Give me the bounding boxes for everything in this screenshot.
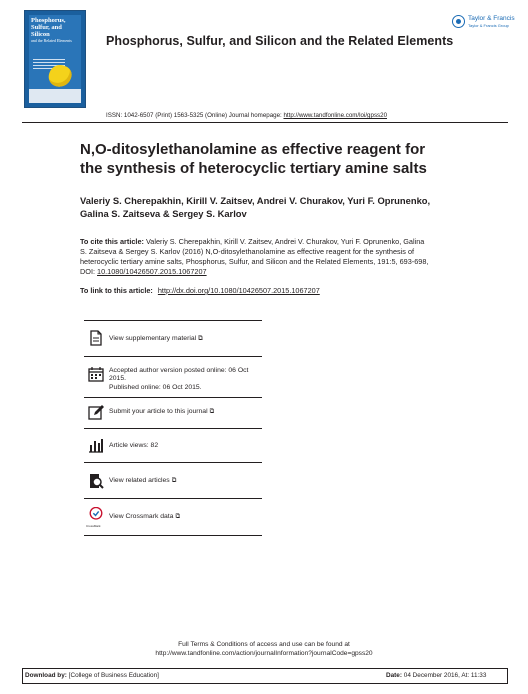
publisher-logo-name: Taylor & Francis xyxy=(468,15,515,22)
publication-dates-text xyxy=(109,367,261,392)
terms-url[interactable]: http://www.tandfonline.com/action/journalInformation?journalCode=gpss20 xyxy=(155,650,373,657)
downloaded-by xyxy=(25,672,159,679)
download-info-bar xyxy=(22,668,508,684)
cover-subtitle-line: and the Related Elements xyxy=(31,38,72,43)
citation-text: Valeriy S. Cherepakhin, Kirill V. Zaitsev, Andrei V. Churakov, Yuri F. Oprunenko, Galina S. Zaitseva & Sergey S. Karlov (2016) N,O-ditosylethanolamine as effective reagent for the synthesis of heterocyclic tertiary amine salts, Phosphorus, Sulfur, and Silicon and the Related Elements, 191:5, 693-698, DOI: xyxy=(80,237,429,276)
cover-title xyxy=(31,17,83,43)
external-link-icon: ⧉ xyxy=(171,477,177,484)
citation-block xyxy=(80,237,432,277)
article-views-text: Article views: 82 xyxy=(109,442,159,449)
crossmark-logo-text: CrossMark xyxy=(86,524,101,528)
terms-notice xyxy=(0,640,528,658)
citation-doi-link[interactable]: 10.1080/10426507.2015.1067207 xyxy=(97,267,207,276)
external-link-icon: ⧉ xyxy=(209,408,215,415)
submit-article-text[interactable]: Submit your article to this journal xyxy=(109,408,208,415)
article-link-line xyxy=(80,286,320,295)
published-date-text: Published online: 06 Oct 2015. xyxy=(109,383,202,391)
supplementary-text[interactable]: View supplementary material xyxy=(109,335,197,342)
publication-dates-row xyxy=(84,356,262,397)
article-views-row xyxy=(84,428,262,462)
supplementary-label[interactable] xyxy=(109,335,261,343)
publisher-logo-sub: Taylor & Francis Group xyxy=(468,23,509,28)
publisher-logo-icon xyxy=(452,15,465,28)
journal-title: Phosphorus, Sulfur, and Silicon and the Related Elements xyxy=(106,34,454,48)
download-date xyxy=(386,672,486,679)
article-link-label: To link to this article: xyxy=(80,286,155,295)
submit-article-row[interactable] xyxy=(84,397,262,428)
related-articles-label[interactable] xyxy=(109,477,261,485)
publisher-logo[interactable] xyxy=(452,12,515,34)
downloaded-by-label: Download by: xyxy=(25,672,67,679)
terms-text: Full Terms & Conditions of access and use can be found at xyxy=(178,641,350,648)
article-authors: Valeriy S. Cherepakhin, Kirill V. Zaitsev, Andrei V. Churakov, Yuri F. Oprunenko, Galina S. Zaitseva & Sergey S. Karlov xyxy=(80,195,431,219)
related-articles-text[interactable]: View related articles xyxy=(109,477,170,484)
related-articles-row[interactable] xyxy=(84,462,262,498)
calendar-icon xyxy=(88,366,104,382)
journal-cover-image[interactable] xyxy=(24,10,86,108)
external-link-icon: ⧉ xyxy=(198,335,203,342)
supplementary-row[interactable] xyxy=(84,320,262,356)
article-title: N,O-ditosylethanolamine as effective reagent for the synthesis of heterocyclic tertiary amine salts xyxy=(80,141,427,177)
citation-label: To cite this article: xyxy=(80,237,146,246)
edit-pencil-icon xyxy=(88,404,104,420)
cover-title-line: Silicon xyxy=(31,31,50,38)
crossmark-label[interactable] xyxy=(109,513,261,521)
header-divider xyxy=(22,122,508,123)
document-icon xyxy=(88,330,104,346)
cover-title-line: Phosphorus, xyxy=(31,17,66,24)
article-link-url[interactable]: http://dx.doi.org/10.1080/10426507.2015.1067207 xyxy=(157,286,320,295)
cover-title-line: Sulfur, and xyxy=(31,24,62,31)
cover-footer-strip xyxy=(29,89,81,103)
journal-homepage-link[interactable]: http://www.tandfonline.com/loi/gpss20 xyxy=(283,112,388,119)
accepted-date-text: Accepted author version posted online: 06 Oct 2015. xyxy=(109,367,249,383)
submit-article-label[interactable] xyxy=(109,408,261,416)
crossmark-row[interactable] xyxy=(84,498,262,536)
external-link-icon: ⧉ xyxy=(175,513,181,520)
download-date-value: 04 December 2016, At: 11:33 xyxy=(401,672,487,679)
crossmark-text[interactable]: View Crossmark data xyxy=(109,513,174,520)
issn-line xyxy=(106,112,387,119)
search-document-icon xyxy=(88,473,104,489)
issn-text: ISSN: 1042-6507 (Print) 1563-5325 (Online) Journal homepage: xyxy=(106,112,284,119)
crossmark-icon xyxy=(88,507,104,523)
downloaded-by-value: [College of Business Education] xyxy=(66,672,159,679)
bar-chart-icon xyxy=(88,437,104,453)
download-date-label: Date: xyxy=(386,672,402,679)
